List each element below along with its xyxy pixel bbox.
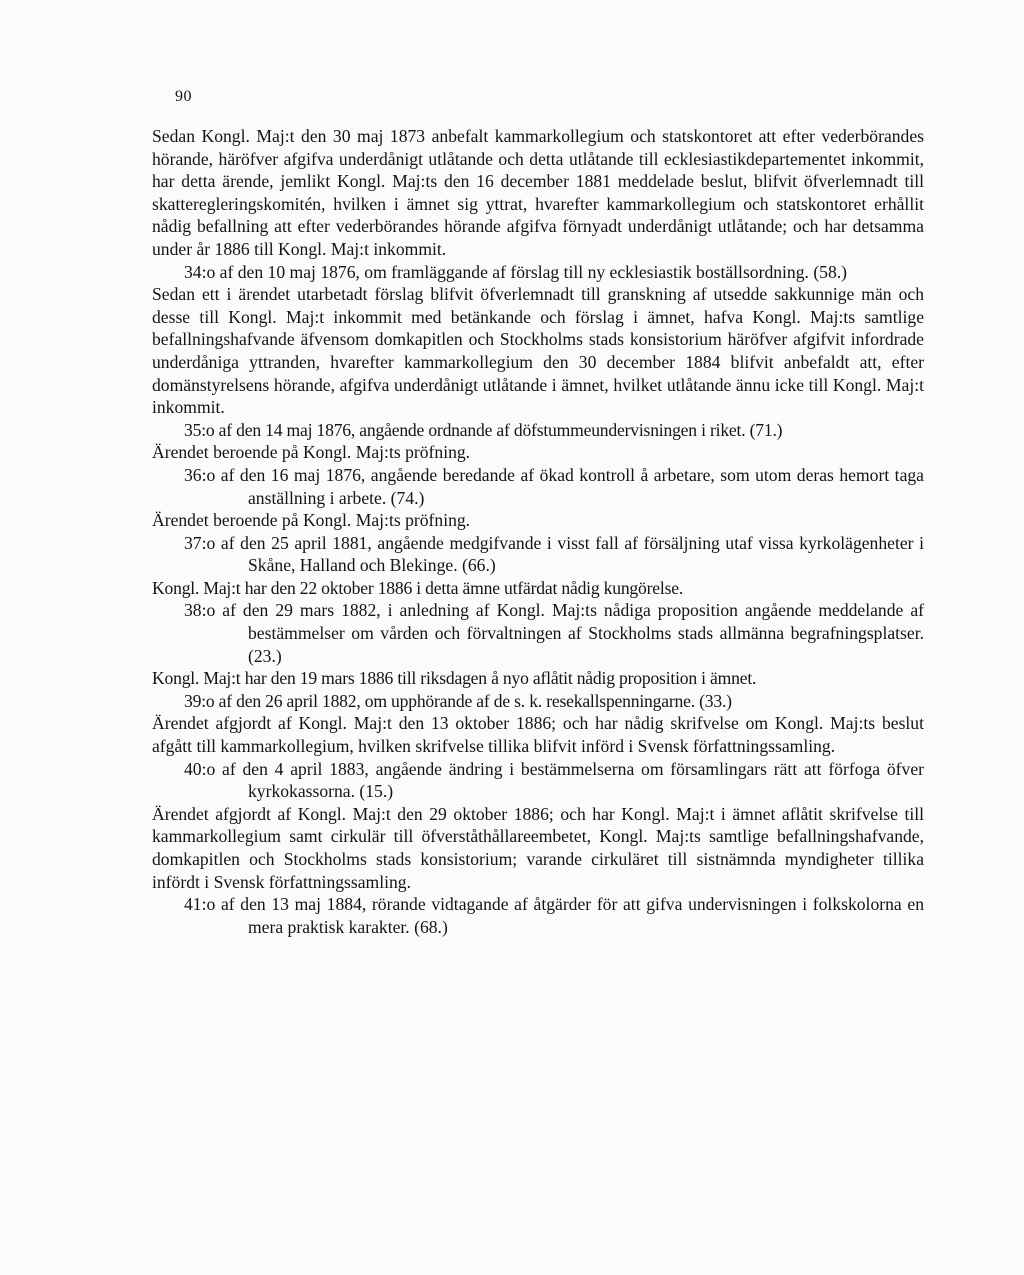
- paragraph: Ärendet afgjordt af Kongl. Maj:t den 13 oktober 1886; och har nådig skrifvelse om Kongl. Maj:ts beslut afgått till kammarkollegium, hvilken skrifvelse tillika blifvit införd i Svensk författningssamling.: [152, 713, 924, 757]
- paragraph: Ärendet beroende på Kongl. Maj:ts pröfning.: [152, 510, 471, 531]
- numbered-item-35: 35:o af den 14 maj 1876, angående ordnande af döfstummeundervisningen i riket. (71.): [184, 419, 783, 440]
- paragraph: Kongl. Maj:t har den 22 oktober 1886 i detta ämne utfärdat nådig kungörelse.: [152, 577, 684, 598]
- numbered-item-38: 38:o af den 29 mars 1882, i anledning af Kongl. Maj:ts nådiga proposition angående meddelande af bestämmelser om vården och förvaltningen af Stockholms stads allmänna begrafningsplatser. (23.): [184, 600, 924, 666]
- paragraph: Ärendet afgjordt af Kongl. Maj:t den 29 oktober 1886; och har Kongl. Maj:t i ämnet aflåtit skrifvelse till kammarkollegium samt cirkulär till öfverståthållareembetet, Kongl. Maj:ts samtlige befallningshafvande, domkapitlen och Stockholms stads konsistorium; varande cirkuläret till sistnämnda myndigheter tillika infördt i Svensk författningssamling.: [152, 803, 924, 892]
- body-text: [152, 125, 924, 938]
- numbered-item-34: 34:o af den 10 maj 1876, om framläggande af förslag till ny ecklesiastik boställsordning. (58.): [184, 261, 848, 282]
- paragraph: Sedan ett i ärendet utarbetadt förslag blifvit öfverlemnadt till granskning af utsedde sakkunnige män och desse till Kongl. Maj:t inkommit med betänkande och förslag i ämnet, hafva Kongl. Maj:ts samtlige befallningshafvande äfvensom domkapitlen och Stockholms stads konsistorium häröfver afgifvit infordrade underdåniga yttranden, hvarefter kammarkollegium den 30 december 1884 blifvit anbefaldt att, efter domänstyrelsens hörande, afgifva underdånigt utlåtande i ämnet, hvilket utlåtande ännu icke till Kongl. Maj:t inkommit.: [152, 284, 924, 418]
- numbered-item-37: 37:o af den 25 april 1881, angående medgifvande i visst fall af försäljning utaf vissa kyrkolägenheter i Skåne, Halland och Blekinge. (66.): [184, 532, 924, 576]
- paragraph: Sedan Kongl. Maj:t den 30 maj 1873 anbefalt kammarkollegium och statskontoret att efter vederbörandes hörande, häröfver afgifva underdånigt utlåtande och detta utlåtande till ecklesiastikdepartementet inkommit, har detta ärende, jemlikt Kongl. Maj:ts den 16 december 1881 meddelade beslut, blifvit öfverlemnadt till skatteregleringskomitén, hvilken i ämnet sig yttrat, hvarefter kammarkollegium och statskontoret erhållit nådig befallning att efter vederbörandes hörande afgifva förnyadt underdånigt utlåtande; och har detsamma under år 1886 till Kongl. Maj:t inkommit.: [152, 126, 924, 259]
- numbered-item-40: 40:o af den 4 april 1883, angående ändring i bestämmelserna om församlingars rätt att förfoga öfver kyrkokassorna. (15.): [184, 758, 924, 802]
- paragraph: Ärendet beroende på Kongl. Maj:ts pröfning.: [152, 442, 471, 463]
- page-number: 90: [175, 88, 192, 105]
- numbered-item-41: 41:o af den 13 maj 1884, rörande vidtagande af åtgärder för att gifva undervisningen i folkskolorna en mera praktisk karakter. (68.): [184, 894, 924, 937]
- paragraph: Kongl. Maj:t har den 19 mars 1886 till riksdagen å nyo aflåtit nådig proposition i ämnet.: [152, 668, 757, 689]
- numbered-item-36: 36:o af den 16 maj 1876, angående beredande af ökad kontroll å arbetare, som utom deras hemort taga anställning i arbete. (74.): [184, 464, 924, 508]
- numbered-item-39: 39:o af den 26 april 1882, om upphörande af de s. k. resekallspenningarne. (33.): [184, 690, 732, 711]
